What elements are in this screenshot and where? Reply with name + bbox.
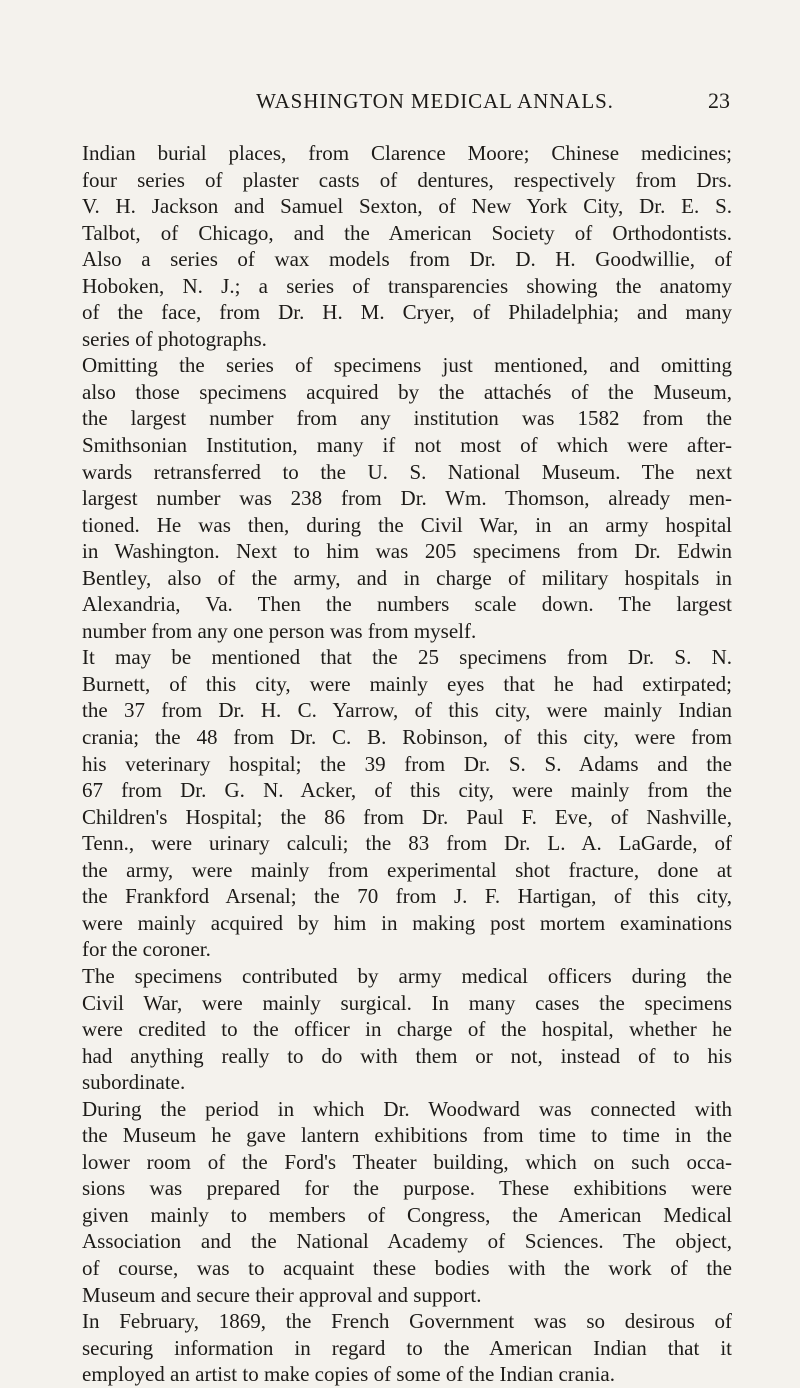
text-line: Burnett, of this city, were mainly eyes that he had extirpated;	[82, 671, 732, 696]
text-line: for the coroner.	[82, 937, 211, 962]
text-line: Omitting the series of specimens just mentioned, and omitting	[82, 353, 732, 378]
text-line: The specimens contributed by army medical officers during the	[82, 963, 732, 988]
text-line: of the face, from Dr. H. M. Cryer, of Philadelphia; and many	[82, 300, 732, 325]
paragraph	[82, 1096, 732, 1308]
text-line: had anything really to do with them or not, instead of to his	[82, 1043, 732, 1068]
text-line: the largest number from any institution was 1582 from the	[82, 406, 732, 431]
paragraph	[82, 644, 732, 963]
text-line: of course, was to acquaint these bodies with the work of the	[82, 1255, 732, 1280]
text-line: the Museum he gave lantern exhibitions from time to time in the	[82, 1123, 732, 1148]
text-line: employed an artist to make copies of some of the Indian crania.	[82, 1362, 615, 1387]
text-line: Children's Hospital; the 86 from Dr. Paul F. Eve, of Nashville,	[82, 804, 732, 829]
text-line: securing information in regard to the American Indian that it	[82, 1335, 732, 1360]
text-line: sions was prepared for the purpose. These exhibitions were	[82, 1176, 732, 1201]
text-line: V. H. Jackson and Samuel Sexton, of New York City, Dr. E. S.	[82, 194, 732, 219]
text-line: the 37 from Dr. H. C. Yarrow, of this city, were mainly Indian	[82, 698, 732, 723]
text-line: given mainly to members of Congress, the American Medical	[82, 1202, 732, 1227]
running-title: WASHINGTON MEDICAL ANNALS.	[256, 89, 614, 113]
text-line: wards retransferred to the U. S. National Museum. The next	[82, 459, 732, 484]
text-line: Alexandria, Va. Then the numbers scale down. The largest	[82, 592, 732, 617]
page-number: 23	[708, 88, 730, 113]
text-line: During the period in which Dr. Woodward was connected with	[82, 1096, 732, 1121]
text-line: also those specimens acquired by the attachés of the Museum,	[82, 379, 732, 404]
text-line: Talbot, of Chicago, and the American Society of Orthodontists.	[82, 220, 732, 245]
paragraph	[82, 963, 732, 1096]
paragraph	[82, 140, 732, 352]
text-line: Tenn., were urinary calculi; the 83 from Dr. L. A. LaGarde, of	[82, 831, 732, 856]
text-line: in Washington. Next to him was 205 specimens from Dr. Edwin	[82, 539, 732, 564]
text-line: Indian burial places, from Clarence Moore; Chinese medicines;	[82, 141, 732, 165]
text-line: four series of plaster casts of dentures, respectively from Drs.	[82, 167, 732, 192]
text-line: Also a series of wax models from Dr. D. H. Goodwillie, of	[82, 247, 732, 272]
page-header	[140, 86, 730, 116]
text-line: were mainly acquired by him in making post mortem examinations	[82, 910, 732, 935]
text-line: lower room of the Ford's Theater building, which on such occa-	[82, 1149, 732, 1174]
text-line: tioned. He was then, during the Civil War, in an army hospital	[82, 512, 732, 537]
text-line: In February, 1869, the French Government was so desirous of	[82, 1309, 732, 1334]
body-text	[82, 140, 732, 1388]
text-line: the Frankford Arsenal; the 70 from J. F. Hartigan, of this city,	[82, 884, 732, 909]
text-line: his veterinary hospital; the 39 from Dr. S. S. Adams and the	[82, 751, 732, 776]
text-line: were credited to the officer in charge of the hospital, whether he	[82, 1017, 732, 1042]
text-line: Association and the National Academy of Sciences. The object,	[82, 1229, 732, 1254]
text-line: Smithsonian Institution, many if not most of which were after-	[82, 433, 732, 458]
text-line: series of photographs.	[82, 326, 267, 351]
text-line: Bentley, also of the army, and in charge of military hospitals in	[82, 565, 732, 590]
paragraph	[82, 352, 732, 644]
text-line: crania; the 48 from Dr. C. B. Robinson, of this city, were from	[82, 725, 732, 750]
text-line: number from any one person was from myself.	[82, 618, 477, 643]
text-line: Museum and secure their approval and support.	[82, 1282, 482, 1307]
text-line: Hoboken, N. J.; a series of transparencies showing the anatomy	[82, 273, 732, 298]
text-line: Civil War, were mainly surgical. In many cases the specimens	[82, 990, 732, 1015]
text-line: It may be mentioned that the 25 specimens from Dr. S. N.	[82, 645, 732, 670]
text-line: 67 from Dr. G. N. Acker, of this city, were mainly from the	[82, 778, 732, 803]
text-line: subordinate.	[82, 1070, 186, 1095]
text-line: largest number was 238 from Dr. Wm. Thomson, already men-	[82, 486, 732, 511]
text-line: the army, were mainly from experimental shot fracture, done at	[82, 857, 732, 882]
paragraph	[82, 1308, 732, 1388]
